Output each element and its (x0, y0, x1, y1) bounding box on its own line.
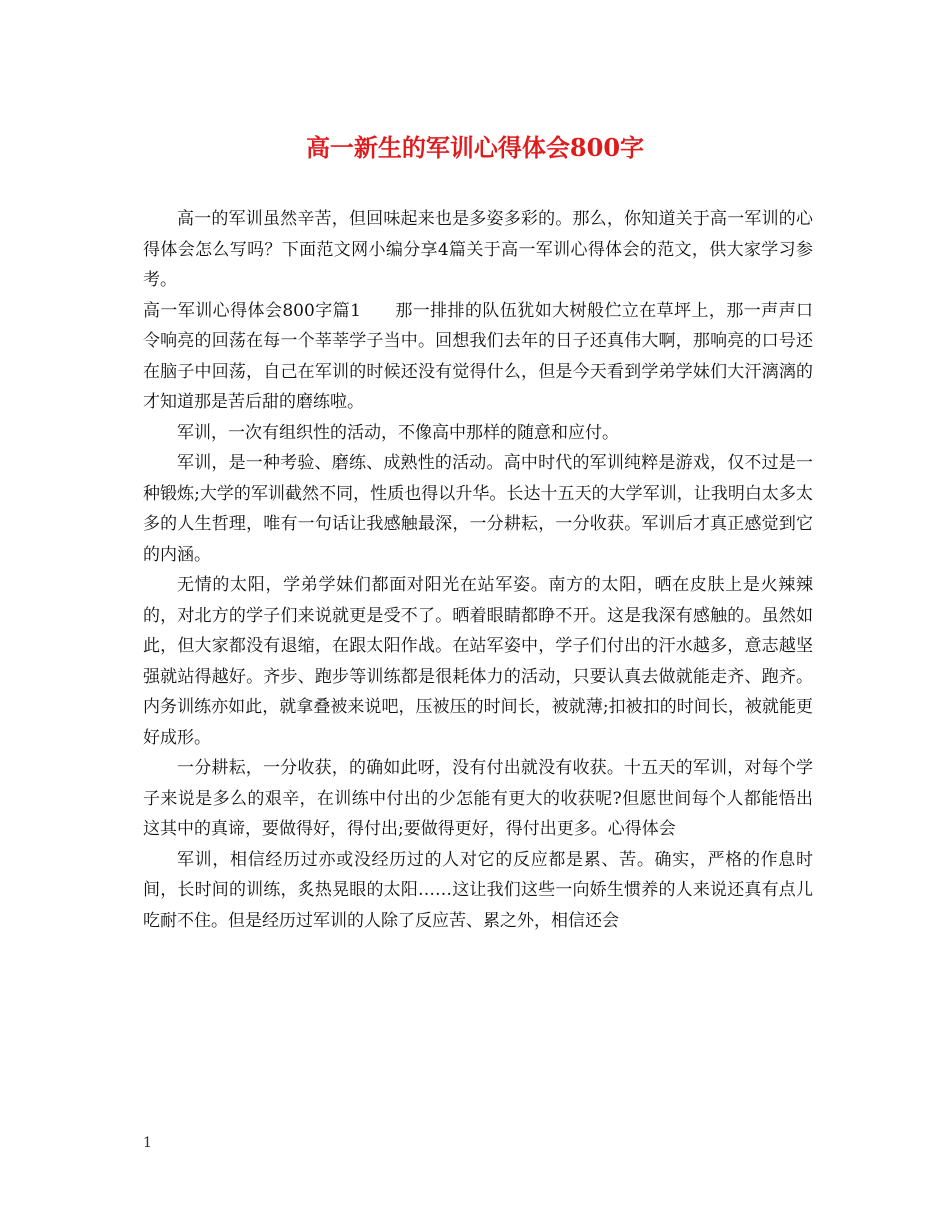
document-title: 高一新生的军训心得体会800字 (305, 133, 645, 162)
section-first-text: 那一排排的队伍犹如大树般伫立在草坪上，那一声声口令响亮的回荡在每一个莘莘学子当中。回想我们去年的日子还真伟大啊，那响亮的口号还在脑子中回荡，自己在军训的时候还没有觉得什么，但是今天看到学弟学妹们大汗漓漓的才知道那是苦后甜的磨练啦。 (143, 300, 814, 412)
body-paragraph: 无情的太阳，学弟学妹们都面对阳光在站军姿。南方的太阳，晒在皮肤上是火辣辣的，对北方的学子们来说就更是受不了。晒着眼睛都睁不开。这是我深有感触的。虽然如此，但大家都没有退缩，在跟太阳作战。在站军姿中，学子们付出的汗水越多，意志越坚强就站得越好。齐步、跑步等训练都是很耗体力的活动，只要认真去做就能走齐、跑齐。内务训练亦如此，就拿叠被来说吧，压被压的时间长，被就薄;扣被扣的时间长，被就能更好成形。 (143, 575, 813, 748)
body-paragraph: 军训，相信经历过亦或没经历过的人对它的反应都是累、苦。确实，严格的作息时间，长时间的训练，炙热晃眼的太阳……这让我们这些一向娇生惯养的人来说还真有点儿吃耐不住。但是经历过军训的人除了反应苦、累之外，相信还会 (143, 849, 813, 931)
page-number: 1 (143, 1135, 152, 1151)
section-heading: 高一军训心得体会800字篇1 (143, 300, 361, 321)
document-body (143, 204, 813, 936)
body-paragraph: 军训，一次有组织性的活动，不像高中那样的随意和应付。 (177, 422, 619, 443)
intro-paragraph: 高一的军训虽然辛苦，但回味起来也是多姿多彩的。那么，你知道关于高一军训的心得体会怎么写吗？下面范文网小编分享4篇关于高一军训心得体会的范文，供大家学习参考。 (143, 209, 813, 290)
body-paragraph: 军训，是一种考验、磨练、成熟性的活动。高中时代的军训纯粹是游戏，仅不过是一种锻炼;大学的军训截然不同，性质也得以升华。长达十五天的大学军训，让我明白太多太多的人生哲理，唯有一句话让我感触最深，一分耕耘，一分收获。军训后才真正感觉到它的内涵。 (143, 453, 813, 565)
body-paragraph: 一分耕耘，一分收获，的确如此呀，没有付出就没有收获。十五天的军训，对每个学子来说是多么的艰辛，在训练中付出的少怎能有更大的收获呢?但愿世间每个人都能悟出这其中的真谛，要做得好，得付出;要做得更好，得付出更多。心得体会 (143, 758, 813, 839)
section-paragraph (143, 296, 813, 418)
